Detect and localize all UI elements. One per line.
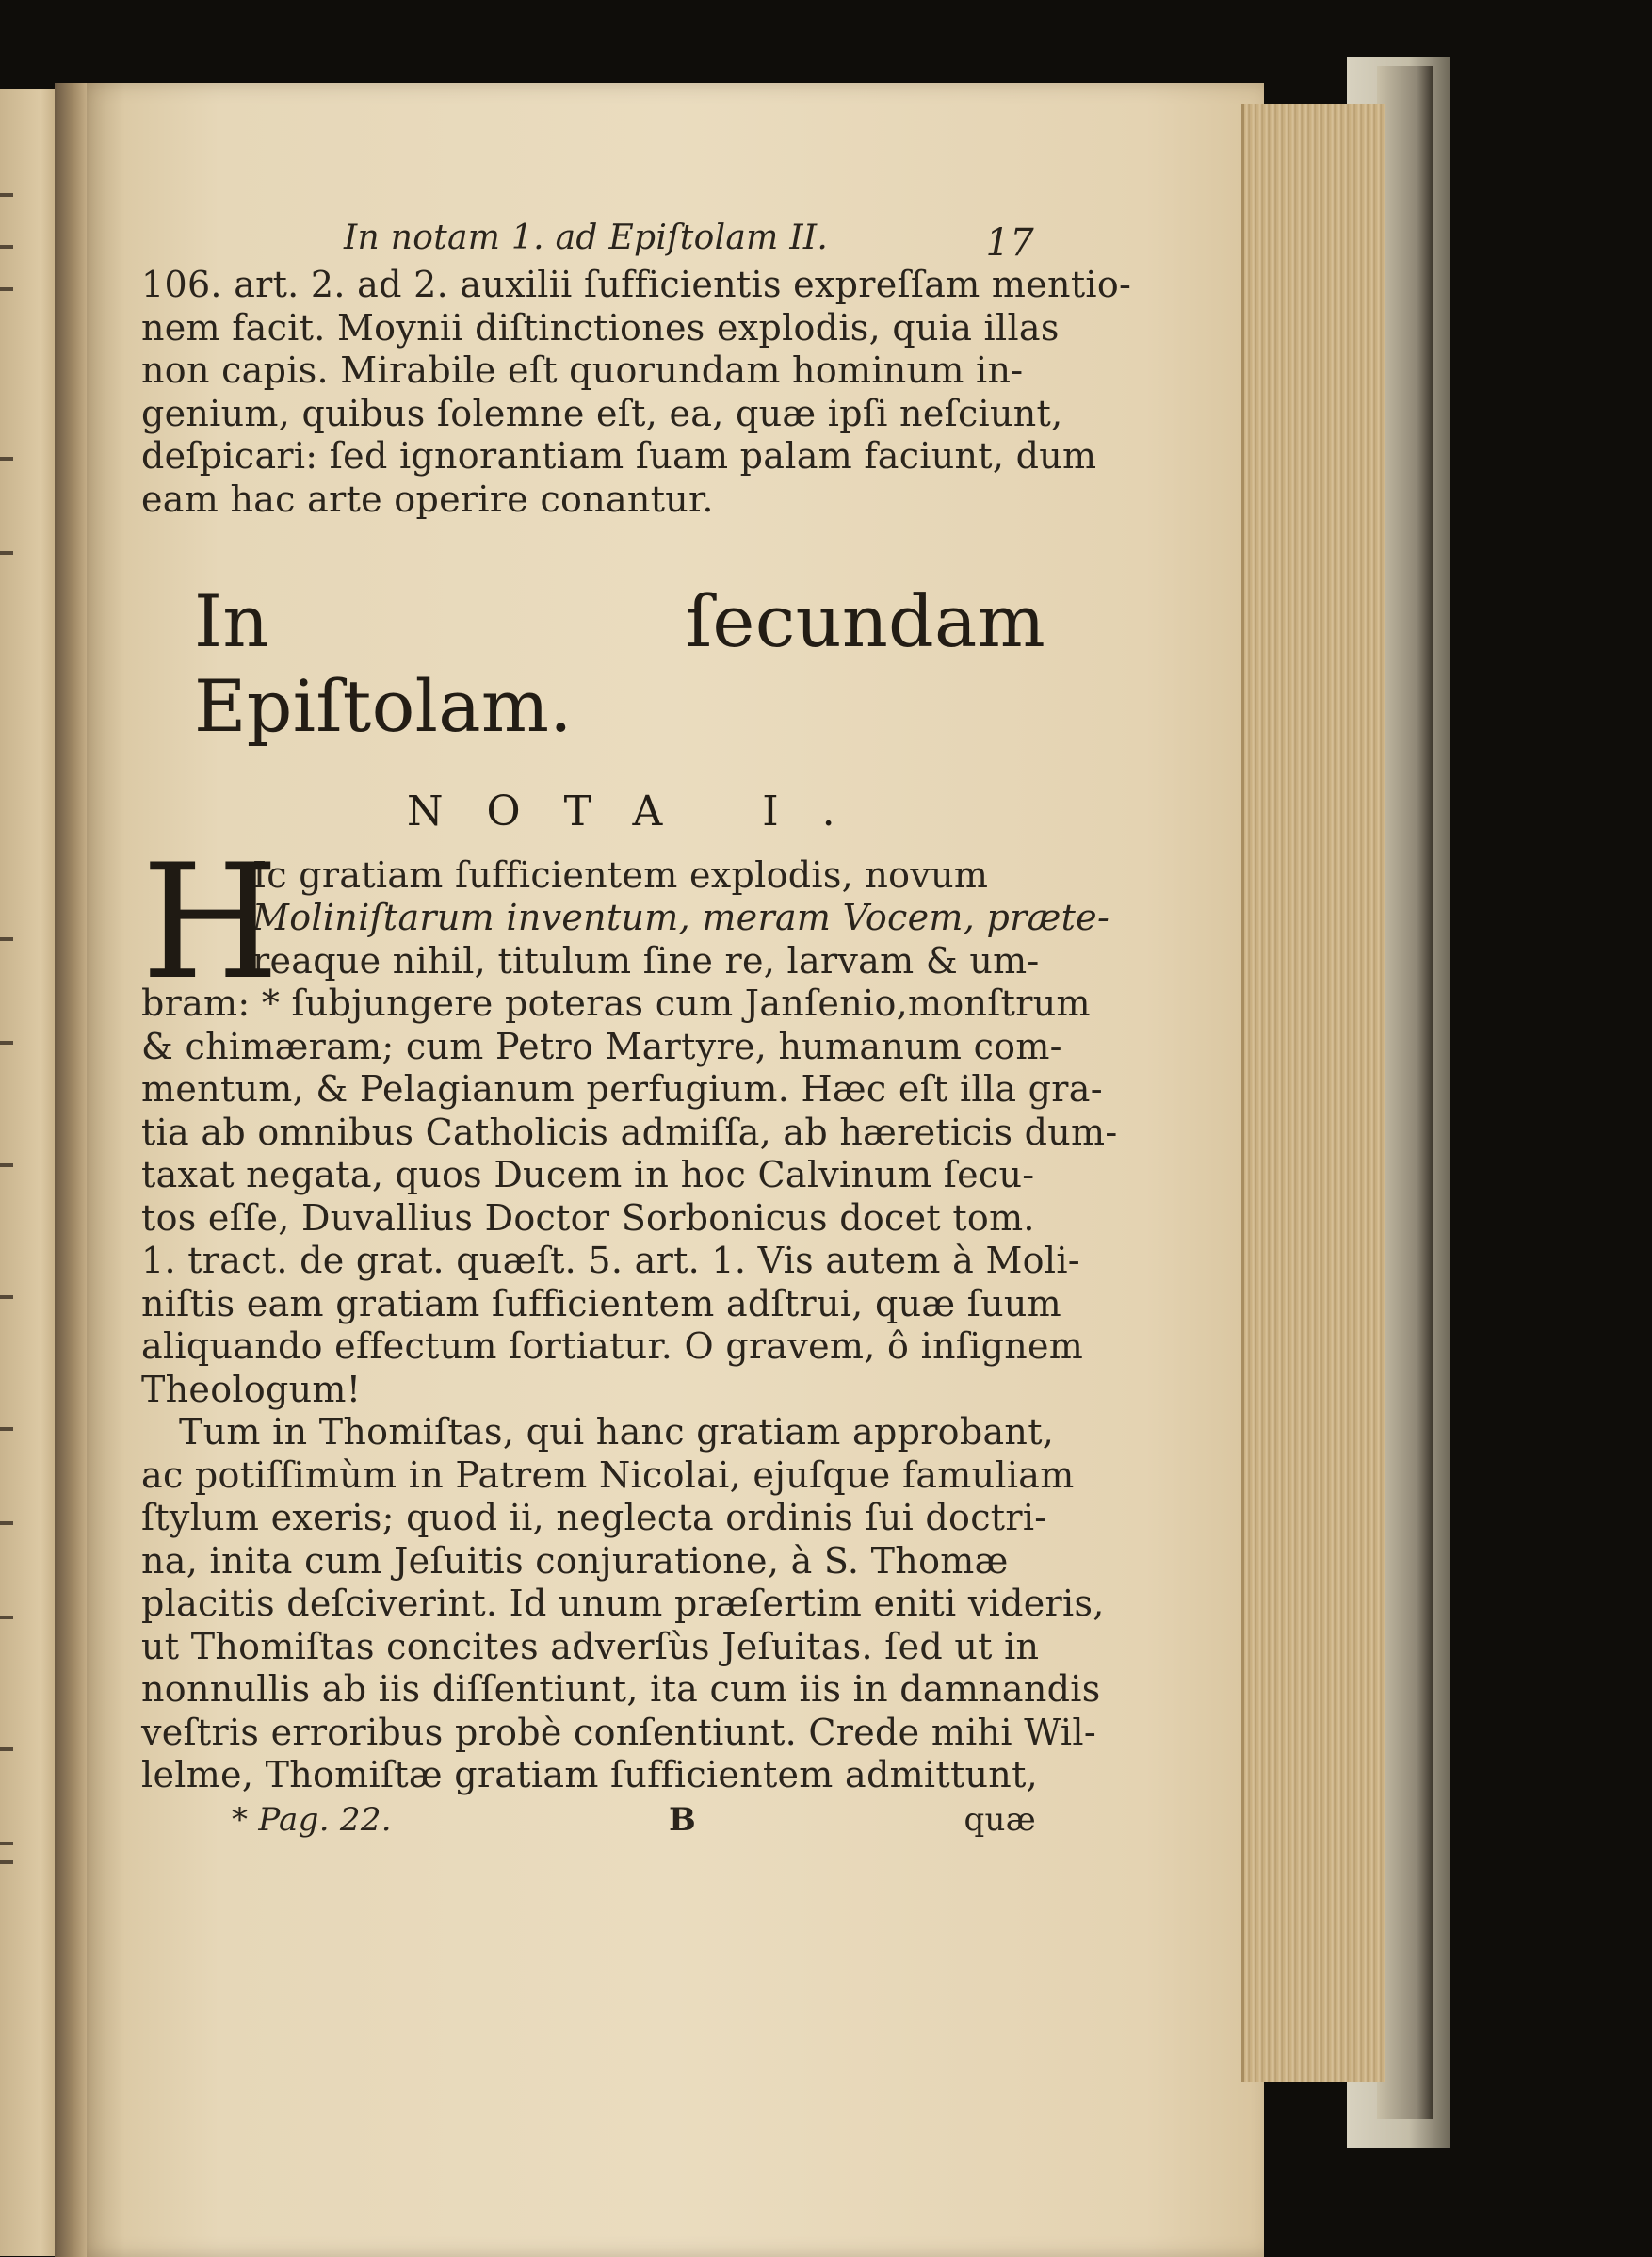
text-line: ſtylum exeris; quod ii, neglecta ordinis ſui doctri- [141,1497,1047,1538]
intro-paragraph [141,264,1132,521]
text-line: genium, quibus ſolemne eſt, ea, quæ ipſi neſciunt, [141,392,1063,434]
text-line: Moliniſtarum inventum, meram Vocem, præte- [252,897,1110,938]
text-line: Ic gratiam ſufficientem explodis, novum [252,853,989,896]
text-line: bram: * ſubjungere poteras cum Janſenio,monſtrum [141,982,1091,1024]
text-line: ac potiſſimùm in Patrem Nicolai, ejuſque famuliam [141,1453,1075,1496]
text-line: aliquando effectum ſortiatur. O gravem, ô inſignem [141,1325,1084,1367]
text-line: nem facit. Moynii diſtinctiones explodis, quia illas [141,306,1060,349]
text-line: 1. tract. de grat. quæſt. 5. art. 1. Vis autem à Moli- [141,1240,1080,1281]
text-line: mentum, & Pelagianum perfugium. Hæc eſt illa gra- [141,1068,1103,1110]
text-line: reaque nihil, titulum ſine re, larvam & um- [252,939,1040,982]
text-line: tia ab omnibus Catholicis admiſſa, ab hæreticis dum- [141,1111,1118,1153]
text-line: veſtris erroribus probè conſentiunt. Crede mihi Wil- [141,1711,1096,1753]
text-line: tos eſſe, Duvallius Doctor Sorbonicus docet tom. [141,1196,1035,1239]
paragraph-1 [141,829,1118,1412]
text-line: non capis. Mirabile eſt quorundam hominum in- [141,349,1024,391]
cover-edge [1377,66,1433,2119]
text-line: na, inita cum Jeſuitis conjuratione, à S. Thomæ [141,1539,1009,1582]
text-line: Tum in Thomiſtas, qui hanc gratiam approbant, [179,1411,1055,1453]
page-text [141,217,1132,1846]
footnote: * Pag. 22. [232,1800,392,1839]
section-heading: In ſecundam Epiſtolam. [194,579,1045,748]
page-footer [141,1799,1045,1846]
text-line: lelme, Thomiſtæ gratiam ſufficientem admittunt, [141,1754,1039,1795]
signature-mark: B [669,1800,697,1839]
page-gutter [55,83,87,2257]
page-number: 17 [985,221,1034,265]
text-line: eam hac arte operire conantur. [141,478,714,520]
drop-cap: H [141,829,280,1015]
text-line: deſpicari: ſed ignorantiam ſuam palam faciunt, dum [141,435,1097,477]
paragraph-2 [141,1411,1105,1797]
text-line: placitis deſciverint. Id unum præſertim eniti videris, [141,1583,1105,1624]
running-head-title: In notam 1. ad Epiſtolam II. [344,219,829,257]
running-head [141,217,1045,264]
text-line: & chimæram; cum Petro Martyre, humanum com- [141,1025,1062,1067]
catchword: quæ [964,1800,1036,1839]
nota-label: NOTA I. [407,788,879,836]
text-line: taxat negata, quos Ducem in hoc Calvinum ſecu- [141,1154,1035,1195]
text-line: ut Thomiſtas concites adverſùs Jeſuitas. ſed ut in [141,1625,1040,1667]
text-line: Theologum! [141,1368,362,1410]
text-line: nonnullis ab iis diſſentiunt, ita cum iis in damnandis [141,1668,1101,1710]
text-line: niſtis eam gratiam ſufficientem adſtrui, quæ ſuum [141,1282,1061,1324]
page-block-edges [1241,104,1385,2082]
text-line: 106. art. 2. ad 2. auxilii ſufficientis expreſſam mentio- [141,264,1132,305]
